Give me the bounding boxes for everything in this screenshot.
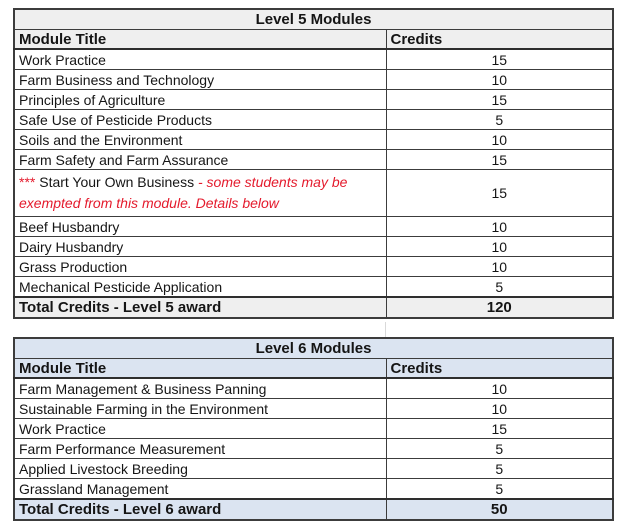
credits-cell: 15 [386,90,613,110]
total-credits-row [14,499,613,520]
module-title-cell [14,170,386,217]
table-row [14,130,613,150]
column-header-row [14,30,613,50]
table-row [14,110,613,130]
table-row [14,419,613,439]
module-title-cell: Soils and the Environment [14,130,386,150]
level6-modules-table [13,337,614,521]
credits-cell: 5 [386,439,613,459]
column-header-module-title: Module Title [14,30,386,50]
credits-cell: 10 [386,399,613,419]
column-header-credits: Credits [386,359,613,379]
table-row [14,70,613,90]
table-title: Level 5 Modules [14,9,613,30]
module-title-cell: Work Practice [14,49,386,70]
credits-cell: 15 [386,170,613,217]
column-header-row [14,359,613,379]
table-row-special-start-your-own-business [14,170,613,217]
total-credits-row [14,297,613,318]
total-value-cell: 120 [386,297,613,318]
module-title-cell: Grassland Management [14,479,386,500]
table-row [14,479,613,500]
credits-cell: 15 [386,150,613,170]
column-divider-ghost [385,322,386,337]
module-title-cell: Safe Use of Pesticide Products [14,110,386,130]
module-title-cell: Beef Husbandry [14,217,386,237]
table-title-row [14,9,613,30]
module-title-cell: Applied Livestock Breeding [14,459,386,479]
special-module-note: - some students may be exempted from this module. Details below [19,174,348,211]
credits-cell: 10 [386,378,613,399]
credits-cell: 10 [386,70,613,90]
table-row [14,237,613,257]
module-title-cell: Farm Safety and Farm Assurance [14,150,386,170]
credits-cell: 5 [386,459,613,479]
table-row [14,257,613,277]
credits-cell: 5 [386,277,613,298]
total-value-cell: 50 [386,499,613,520]
module-title-cell: Work Practice [14,419,386,439]
credits-cell: 10 [386,257,613,277]
credits-cell: 10 [386,237,613,257]
table-row [14,217,613,237]
credits-cell: 10 [386,217,613,237]
module-title-cell: Dairy Husbandry [14,237,386,257]
level5-modules-table [13,8,614,319]
column-header-credits: Credits [386,30,613,50]
table-row [14,150,613,170]
credits-cell: 5 [386,110,613,130]
module-title-cell: Farm Performance Measurement [14,439,386,459]
total-label-cell: Total Credits - Level 6 award [14,499,386,520]
special-module-name: Start Your Own Business [39,174,198,190]
table-title-row [14,338,613,359]
table-row [14,49,613,70]
credits-cell: 5 [386,479,613,500]
table-row [14,277,613,298]
credits-cell: 10 [386,130,613,150]
table-row [14,439,613,459]
module-title-cell: Mechanical Pesticide Application [14,277,386,298]
module-title-cell: Principles of Agriculture [14,90,386,110]
module-title-cell: Farm Management & Business Panning [14,378,386,399]
module-title-cell: Sustainable Farming in the Environment [14,399,386,419]
stars-marker: *** [19,174,40,190]
total-label-cell: Total Credits - Level 5 award [14,297,386,318]
table-title: Level 6 Modules [14,338,613,359]
table-row [14,459,613,479]
credits-cell: 15 [386,419,613,439]
credits-cell: 15 [386,49,613,70]
table-row [14,90,613,110]
module-title-cell: Farm Business and Technology [14,70,386,90]
module-title-cell: Grass Production [14,257,386,277]
table-row [14,378,613,399]
column-header-module-title: Module Title [14,359,386,379]
table-row [14,399,613,419]
